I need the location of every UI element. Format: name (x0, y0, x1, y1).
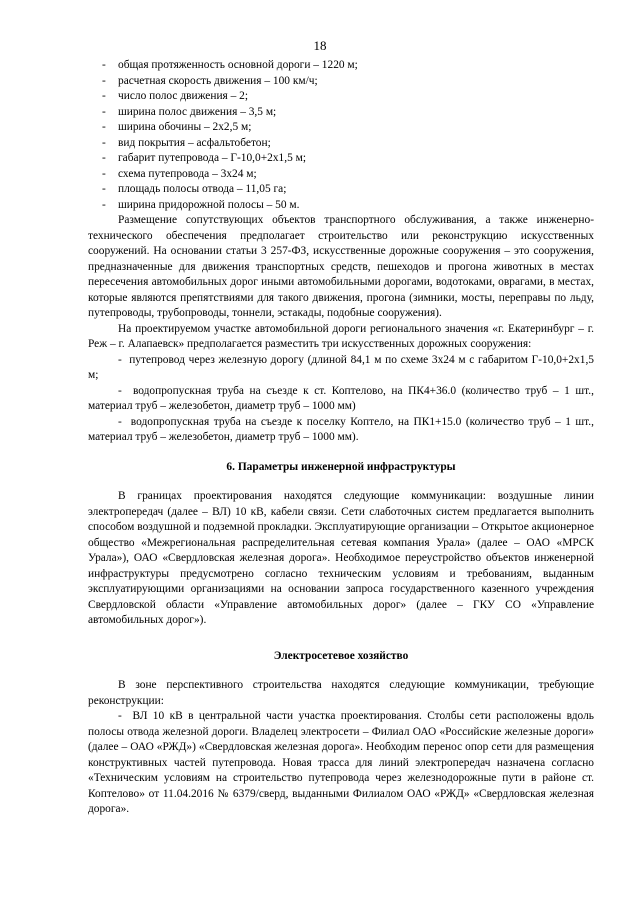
structure-item: - водопропускная труба на съезде к поселку Коптело, на ПК1+15.0 (количество труб – 1 шт., материал труб – железобетон, диаметр труб – 1000 мм). (88, 415, 594, 443)
list-item: - ширина придорожной полосы – 50 м. (88, 198, 594, 214)
dash: - (102, 90, 106, 102)
dash: - (102, 183, 106, 195)
subsection-heading: Электросетевое хозяйство (273, 649, 409, 662)
page-number: 18 (313, 38, 327, 53)
structure-item: - водопропускная труба на съезде к ст. Коптелово, на ПК4+36.0 (количество труб – 1 шт., материал труб – железобетон, диаметр труб – 1000 мм) (88, 384, 594, 412)
list-item: - ширина полос движения – 3,5 м; (88, 105, 594, 121)
dash: - (102, 74, 106, 87)
list-item: - габарит путепровода – Г-10,0+2х1,5 м; (88, 151, 594, 167)
placement-paragraph: Размещение сопутствующих объектов транспортного обслуживания, а также инженерно-технического обеспечения предполагает строительство или реконструкцию искусственных сооружений. На основании статьи 3 257-ФЗ, искусственные дорожные сооружения – это сооружения, предназначенные для движения транспортных средств, пешеходов и прогона животных в местах пересечения автомобильных дорог иными автомобильными дорогами, водотоками, оврагами, в местах, которые являются препятствиями для такого движения, прогона (зимники, мосты, переправы по льду, путепроводы, трубопроводы, тоннели, эстакады, подобные сооружения). (88, 214, 594, 319)
list-item: - площадь полосы отвода – 11,05 га; (88, 182, 594, 198)
list-item: - вид покрытия – асфальтобетон; (88, 136, 594, 152)
list-item: - число полос движения – 2; (88, 89, 594, 105)
list-item: - схема путепровода – 3х24 м; (88, 167, 594, 183)
dash: - (102, 105, 106, 118)
dash: - (102, 167, 106, 180)
dash: - (102, 121, 106, 133)
page-content (88, 58, 594, 818)
grid-paragraph: В зоне перспективного строительства находятся следующие коммуникации, требующие реконструкции: (88, 679, 594, 707)
dash: - (102, 198, 106, 211)
section-heading: 6. Параметры инженерной инфраструктуры (226, 460, 456, 473)
dash: - (102, 59, 106, 71)
dash: - (102, 136, 106, 149)
planned-structures-paragraph: На проектируемом участке автомобильной дороги регионального значения «г. Екатеринбург – г. Реж – г. Алапаевск» предполагается разместить три искусственных дорожных сооружения: (88, 322, 594, 350)
dash: - (102, 152, 106, 164)
road-parameters-list (88, 58, 594, 213)
list-item: - расчетная скорость движения – 100 км/ч; (88, 74, 594, 90)
list-item: - ширина обочины – 2х2,5 м; (88, 120, 594, 136)
grid-item: - ВЛ 10 кВ в центральной части участка проектирования. Столбы сети расположены вдоль полосы отвода железной дороги. Владелец электросети – Филиал ОАО «Российские железные дороги» (далее – ОАО «РЖД») «Свердловская железная дорога». Необходим перенос опор сети для размещения конструктивных частей путепровода. Новая трасса для линий электропередач назначена согласно «Техническим условиям на строительство путепровода через железнодорожные пути в районе ст. Коптелово» от 11.04.2016 № 6379/сверд, выданными Филиалом ОАО «РЖД» «Свердловская железная дорога». (88, 710, 594, 815)
structure-item: - путепровод через железную дорогу (длиной 84,1 м по схеме 3х24 м с габаритом Г-10,0+2х1,5 м; (88, 353, 594, 381)
infrastructure-paragraph: В границах проектирования находятся следующие коммуникации: воздушные линии электропередач (далее – ВЛ) 10 кВ, кабели связи. Сети слаботочных систем предлагается выполнить способом воздушной и подземной прокладки. Эксплуатирующие организации – Открытое акционерное общество «Межрегиональная распределительная сетевая компания Урала» (далее – ОАО «МРСК Урала»), ОАО «Свердловская железная дорога». Необходимое переустройство объектов инженерной инфраструктуры предусмотрено согласно техническим условиям и требованиям, выданным эксплуатирующими организациями на основании запроса государственного казенного учреждения Свердловской области «Управление автомобильных дорог» (далее – ГКУ СО «Управление автомобильных дорог»). (88, 490, 594, 626)
list-item: - общая протяженность основной дороги – 1220 м; (88, 58, 594, 74)
